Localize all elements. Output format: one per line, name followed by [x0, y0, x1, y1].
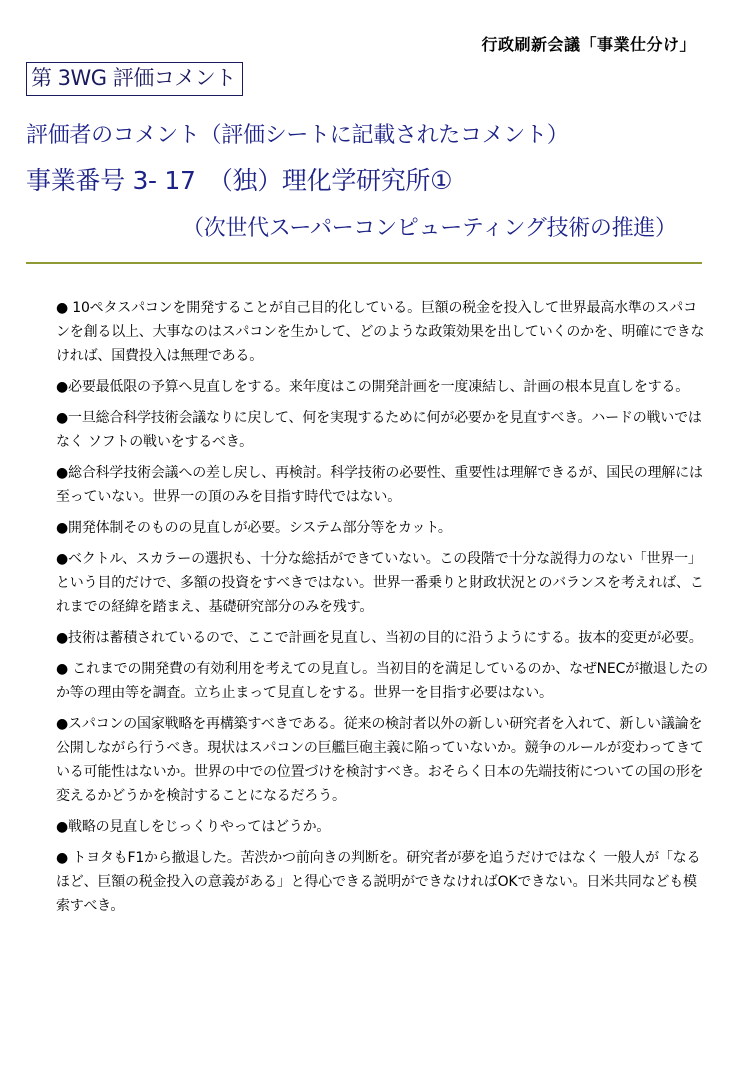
comment-item: ● 10ペタスパコンを開発することが自己目的化している。巨額の税金を投入して世界最高水準のスパコンを創る以上、大事なのはスパコンを生かして、どのような政策効果を出していくのかを、明確にできなければ、国費投入は無理である。 — [56, 300, 705, 364]
comment-item: ●必要最低限の予算へ見直しをする。来年度はこの開発計画を一度凍結し、計画の根本見直しをする。 — [56, 379, 690, 395]
section-divider — [26, 262, 702, 264]
project-number-title: 事業番号 3- 17 （独）理化学研究所① — [26, 166, 453, 195]
comment-list — [56, 296, 708, 925]
comment-item: ●戦略の見直しをじっくりやってはどうか。 — [56, 819, 331, 835]
comment-item: ●ベクトル、スカラーの選択も、十分な総括ができていない。この段階で十分な説得力のない「世界一」という目的だけで、多額の投資をすべきではない。世界一番乗りと財政状況とのバランスを考えれば、これまでの経緯を踏まえ、基礎研究部分のみを残す。 — [56, 551, 704, 615]
working-group-label: 第 3WG 評価コメント — [26, 62, 243, 96]
comment-item: ●総合科学技術会議への差し戻し、再検討。科学技術の必要性、重要性は理解できるが、国民の理解には至っていない。世界一の頂のみを目指す時代ではない。 — [56, 465, 703, 505]
comment-item: ●スパコンの国家戦略を再構築すべきである。従来の検討者以外の新しい研究者を入れて、新しい議論を公開しながら行うべき。現状はスパコンの巨艦巨砲主義に陥っていないか。競争のルールが変わってきている可能性はないか。世界の中での位置づけを検討すべき。おそらく日本の先端技術についての国の形を変えるかどうかを検討することになるだろう。 — [56, 716, 704, 804]
comment-item: ●開発体制そのものの見直しが必要。システム部分等をカット。 — [56, 520, 452, 536]
comment-item: ●一旦総合科学技術会議なりに戻して、何を実現するために何が必要かを見直すべき。ハードの戦いではなく ソフトの戦いをするべき。 — [56, 410, 702, 450]
comment-section-title: 評価者のコメント（評価シートに記載されたコメント） — [26, 123, 569, 148]
comment-item: ●技術は蓄積されているので、ここで計画を見直し、当初の目的に沿うようにする。抜本的変更が必要。 — [56, 630, 703, 646]
comment-item: ● トヨタもF1から撤退した。苦渋かつ前向きの判断を。研究者が夢を追うだけではなく 一般人が「なるほど、巨額の税金投入の意義がある」と得心できる説明ができなければOKできない。日米共同なども模索すべき。 — [56, 850, 701, 914]
project-name-title: （次世代スーパーコンピューティング技術の推進） — [182, 216, 677, 241]
comment-item: ● これまでの開発費の有効利用を考えての見直し。当初目的を満足しているのか、なぜNECが撤退したのか等の理由等を調査。立ち止まって見直しをする。世界一を目指す必要はない。 — [56, 661, 708, 701]
document-header: 行政刷新会議「事業仕分け」 — [481, 35, 696, 54]
